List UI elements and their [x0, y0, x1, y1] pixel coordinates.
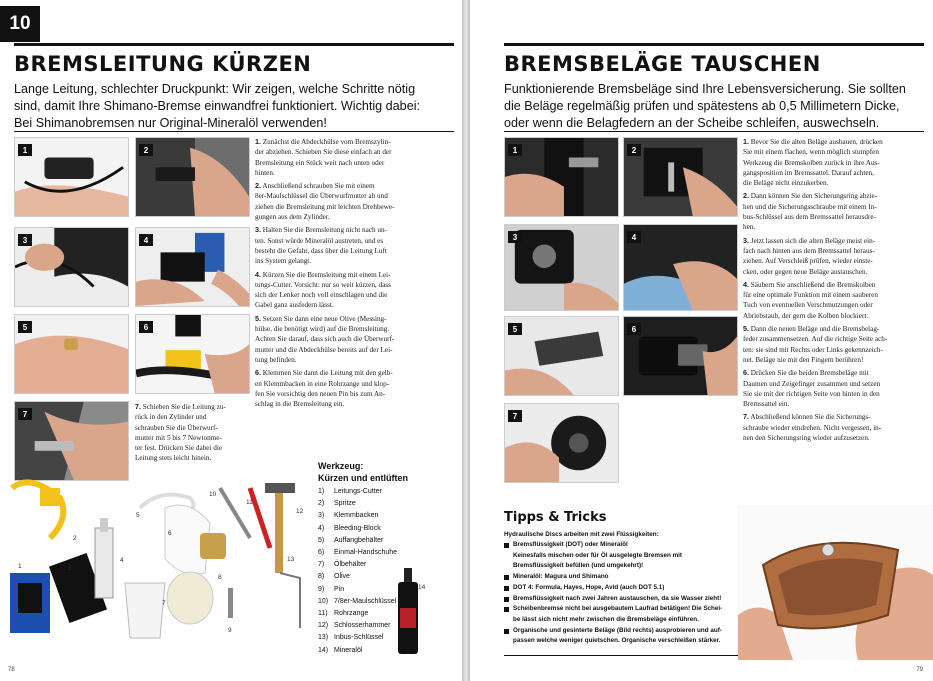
step-3: 3. Jetzt lassen sich die alten Beläge meist ein- fach nach hinten aus dem Bremssattel heraus- ziehen. Auf Verschleiß prüfen, wieder einste- cken, oder gegen neue Beläge austauschen.: [743, 235, 876, 276]
photo-label: 5: [18, 321, 32, 333]
pin: [228, 588, 233, 618]
step-photo-7: [14, 401, 129, 481]
list-item: 14) Mineralöl: [318, 646, 363, 654]
list-item: 10) 7/8er-Maulschlüssel: [318, 597, 397, 605]
step-photo-2: [623, 137, 738, 217]
list-item: 6) Einmal-Handschuhe: [318, 549, 398, 557]
step-photo-2: [135, 137, 250, 217]
oelbehaelter: [167, 572, 213, 624]
step-3: 3. Halten Sie die Bremsleitung nicht nach un- ten. Sonst würde Mineralöl austreten, und es besteht die Gefahr, dass über die Leitung Luft ins System gelangt.: [255, 225, 387, 266]
list-item: 13) Inbus-Schlüssel: [318, 634, 384, 642]
olive: [200, 533, 226, 559]
intro-line: oder wenn die Belagfedern an der Scheibe schleifen, auswechseln.: [504, 116, 880, 130]
step-instructions: [255, 137, 455, 412]
tool-callout: 14: [418, 584, 426, 591]
photo-label: 2: [627, 144, 641, 156]
photo-label: 3: [18, 234, 32, 246]
page-title: BREMSLEITUNG KÜRZEN: [14, 52, 312, 76]
bullet-square-icon: [504, 629, 509, 634]
book-gutter: [462, 0, 470, 681]
step-photo-3: [14, 227, 129, 307]
intro-line: Funktionierende Bremsbeläge sind Ihre Lebensversicherung. Sie sollten: [504, 82, 906, 96]
list-item: DOT 4: Formula, Hayes, Hope, Avid (auch DOT 5.1): [504, 583, 754, 594]
list-item: 7) Ölbehälter: [318, 561, 367, 569]
step-photo-1: [14, 137, 129, 217]
step-photo-5: [14, 314, 129, 394]
photo-label: 1: [18, 144, 32, 156]
title-rule: [504, 43, 924, 46]
bullet-square-icon: [504, 586, 509, 591]
page-number: 79: [916, 667, 923, 673]
step-4: 4. Kürzen Sie die Bremsleitung mit einem Lei- tungs-Cutter. Vorsicht: nur so weit kürzen, dass sich der Lenker noch voll einschlagen und die Gabel ganz ausfedern lässt.: [255, 269, 391, 310]
step-5: 5. Setzen Sie dann eine neue Olive (Messing- hülse, die benötigt wird) auf die Bremsleitung. Achten Sie darauf, dass sich auch die Überwurf- mutter und die Abdeckhülse bereits auf der Lei- tung befinden.: [255, 313, 395, 364]
list-item: Mineralöl: Magura und Shimano: [504, 572, 754, 583]
page-number: 78: [8, 667, 15, 673]
step-7-text: [135, 402, 255, 467]
page-title: BREMSBELÄGE TAUSCHEN: [504, 52, 821, 76]
inbus-schluessel: [280, 573, 300, 628]
title-rule: [14, 43, 454, 46]
brake-pad-photo: [738, 505, 933, 660]
list-item: Bremsflüssigkeit nach zwei Jahren austauschen, da sie Wasser zieht!: [504, 594, 754, 605]
hammer-head: [265, 483, 295, 493]
tool-callout: 11: [246, 499, 253, 506]
step-instructions: [743, 137, 928, 446]
list-item: Scheibenbremse nicht bei ausgebautem Laufrad betätigen! Die Schei-: [504, 604, 754, 615]
tips-intro: Hydraulische Discs arbeiten mit zwei Flüssigkeiten:: [504, 531, 659, 538]
tips-list: [504, 540, 754, 647]
tool-callout: 13: [287, 556, 295, 563]
step-photo-6: [623, 316, 738, 396]
rohrzange: [250, 488, 270, 548]
photo-label: 3: [508, 231, 522, 243]
tool-callout: 5: [136, 512, 140, 519]
photo-label: 5: [508, 323, 522, 335]
list-item: 9) Pin: [318, 585, 345, 593]
tool-callout: 3: [68, 565, 72, 572]
tools-illustration: [0, 478, 320, 656]
photo-label: 1: [508, 144, 522, 156]
tool-callout: 10: [209, 491, 217, 498]
intro-divider: [14, 131, 454, 132]
bullet-square-icon: [504, 575, 509, 580]
list-item: 5) Auffangbehälter: [318, 536, 384, 544]
tool-callout: 2: [73, 535, 77, 542]
step-photo-1: [504, 137, 619, 217]
step-photo-3: [504, 224, 619, 311]
chapter-number: 10: [0, 6, 40, 42]
list-item: 2) Spritze: [318, 500, 356, 508]
photo-label: 2: [139, 144, 153, 156]
list-item: 4) Bleeding-Block: [318, 524, 381, 532]
intro-line: Bei Shimanobremsen nur Original-Mineralöl verwenden!: [14, 116, 327, 130]
photo-label: 7: [508, 410, 522, 422]
tool-callout: 12: [296, 508, 304, 515]
tools-heading: Werkzeug: Kürzen und entlüften: [318, 461, 408, 483]
intro-line: Lange Leitung, schlechter Druckpunkt: Wir zeigen, welche Schritte nötig: [14, 82, 416, 96]
clamp-jaws: [40, 488, 60, 506]
photo-label: 6: [139, 321, 153, 333]
list-item: Bremsflüssigkeit befüllen (und umgekehrt)!: [513, 562, 644, 570]
list-item: Organische und gesinterte Beläge (Bild rechts) ausprobieren und auf-: [504, 626, 754, 637]
bullet-square-icon: [504, 607, 509, 612]
tool-callout: 9: [228, 627, 232, 634]
list-item: passen welche weniger quietschen. Organische verschleißen stärker.: [513, 637, 721, 645]
intro-line: die Beläge regelmäßig prüfen und spätestens ab 0,5 Millimetern Dicke,: [504, 99, 900, 113]
step-photo-7: [504, 403, 619, 483]
intro-divider: [504, 131, 924, 132]
list-item: 8) Olive: [318, 573, 350, 581]
step-7: 7. Abschließend können Sie die Sicherungs- schraube wieder eindrehen. Nicht vergessen, in- nen den Sicherungsring wieder aufzusetzen.: [743, 412, 882, 443]
step-photo-6: [135, 314, 250, 394]
step-6: 6. Drücken Sie die beiden Bremsbeläge mit Daumen und Zeigefinger zusammen und setzen Sie sie mit der richtigen Seite von hinten in den Bremssattel ein.: [743, 368, 881, 409]
intro-text: [14, 81, 454, 132]
list-item: be lässt sich nicht mehr zwischen die Bremsbeläge einführen.: [513, 615, 699, 623]
step-photo-5: [504, 316, 619, 396]
step-2: 2. Dann können Sie den Sicherungsring abzie- hen und die Sicherungsschraube mit einem In- bus-Schlüssel aus dem Bremssattel herausdre- hen.: [743, 191, 878, 232]
photo-label: 6: [627, 323, 641, 335]
bullet-square-icon: [504, 543, 509, 548]
step-7: 7. Schieben Sie die Leitung zu- rück in den Zylinder und schrauben Sie die Überwurf- mutter mit 5 bis 7 Newtonme- ter fest. Drücken Sie dabei die Leitung stets leicht hinein.: [135, 402, 226, 463]
tool-callout: 7: [162, 600, 166, 607]
step-1: 1. Zunächst die Abdeckhülse vom Bremszylin- der abziehen. Schieben Sie diese einfach an der Bremsleitung ein Stück weit nach unten oder hinten.: [255, 137, 392, 177]
photo-label: 4: [139, 234, 153, 246]
step-5: 5. Dann die neuen Beläge und die Bremsbelag- feder zusammensetzen. Auf die richtige Seite ach- ten: sie sind mit Rechts oder Links gekennzeich- net. Beläge nie mit den Fingern berühren!: [743, 324, 888, 364]
intro-text: [504, 81, 929, 132]
tool-callout: 8: [218, 574, 222, 581]
step-4: 4. Säubern Sie anschließend die Bremskolben für eine optimale Funktion mit einem sauberen Tuch von eventuellen Verschmutzungen oder Abriebstaub, der gern die Kolben blockiert.: [743, 279, 878, 320]
auffangbehaelter: [125, 583, 165, 638]
tips-divider: [504, 655, 754, 656]
hammer-handle: [275, 493, 283, 573]
intro-line: sind, damit Ihre Shimano-Bremse einwandfrei funktioniert. Wichtig dabei:: [14, 99, 420, 113]
list-item: Keinesfalls mischen oder für Öl ausgelegte Bremsen mit: [513, 551, 683, 559]
list-item: 3) Klemmbacken: [318, 512, 379, 520]
right-page: [470, 0, 933, 681]
tool-callout: 4: [120, 557, 124, 564]
tool-callout: 1: [18, 563, 22, 570]
list-item: 12) Schlosserhammer: [318, 622, 391, 630]
bullet-square-icon: [504, 597, 509, 602]
left-page: [0, 0, 462, 681]
photo-label: 4: [627, 231, 641, 243]
tools-list: [318, 486, 458, 657]
tool-callout: 6: [168, 530, 172, 537]
step-photo-4: [135, 227, 250, 307]
list-item: Bremsflüssigkeit (DOT) oder Mineralöl: [504, 540, 754, 551]
step-2: 2. Anschließend schrauben Sie mit einem 8er-Maulschlüssel die Überwurfmutter ab und ziehen die Bremsleitung mit leichten Drehbewe- gungen aus dem Zylinder.: [255, 181, 395, 222]
tips-heading: Tipps & Tricks: [504, 510, 607, 525]
photo-label: 7: [18, 408, 32, 420]
list-item: 1) Leitungs-Cutter: [318, 488, 382, 495]
step-photo-4: [623, 224, 738, 311]
step-6: 6. Klemmen Sie dann die Leitung mit den gelb- en Klemmbacken in eine Rohrzange und klop- fen Sie vorsichtig den neuen Pin bis zum An- schlag in die Bremsleitung ein.: [255, 368, 393, 409]
spritze: [95, 528, 113, 598]
step-1: 1. Bevor Sie die alten Beläge ausbauen, drücken Sie mit einem flachen, wenn möglich stumpfen Werkzeug die Bremskolben zurück in ihre Aus- gangsposition im Bremssattel. Darauf achten, die Beläge nicht einzukerben.: [743, 137, 883, 188]
maulschluessel: [220, 488, 250, 538]
list-item: 11) Rohrzange: [318, 610, 369, 618]
